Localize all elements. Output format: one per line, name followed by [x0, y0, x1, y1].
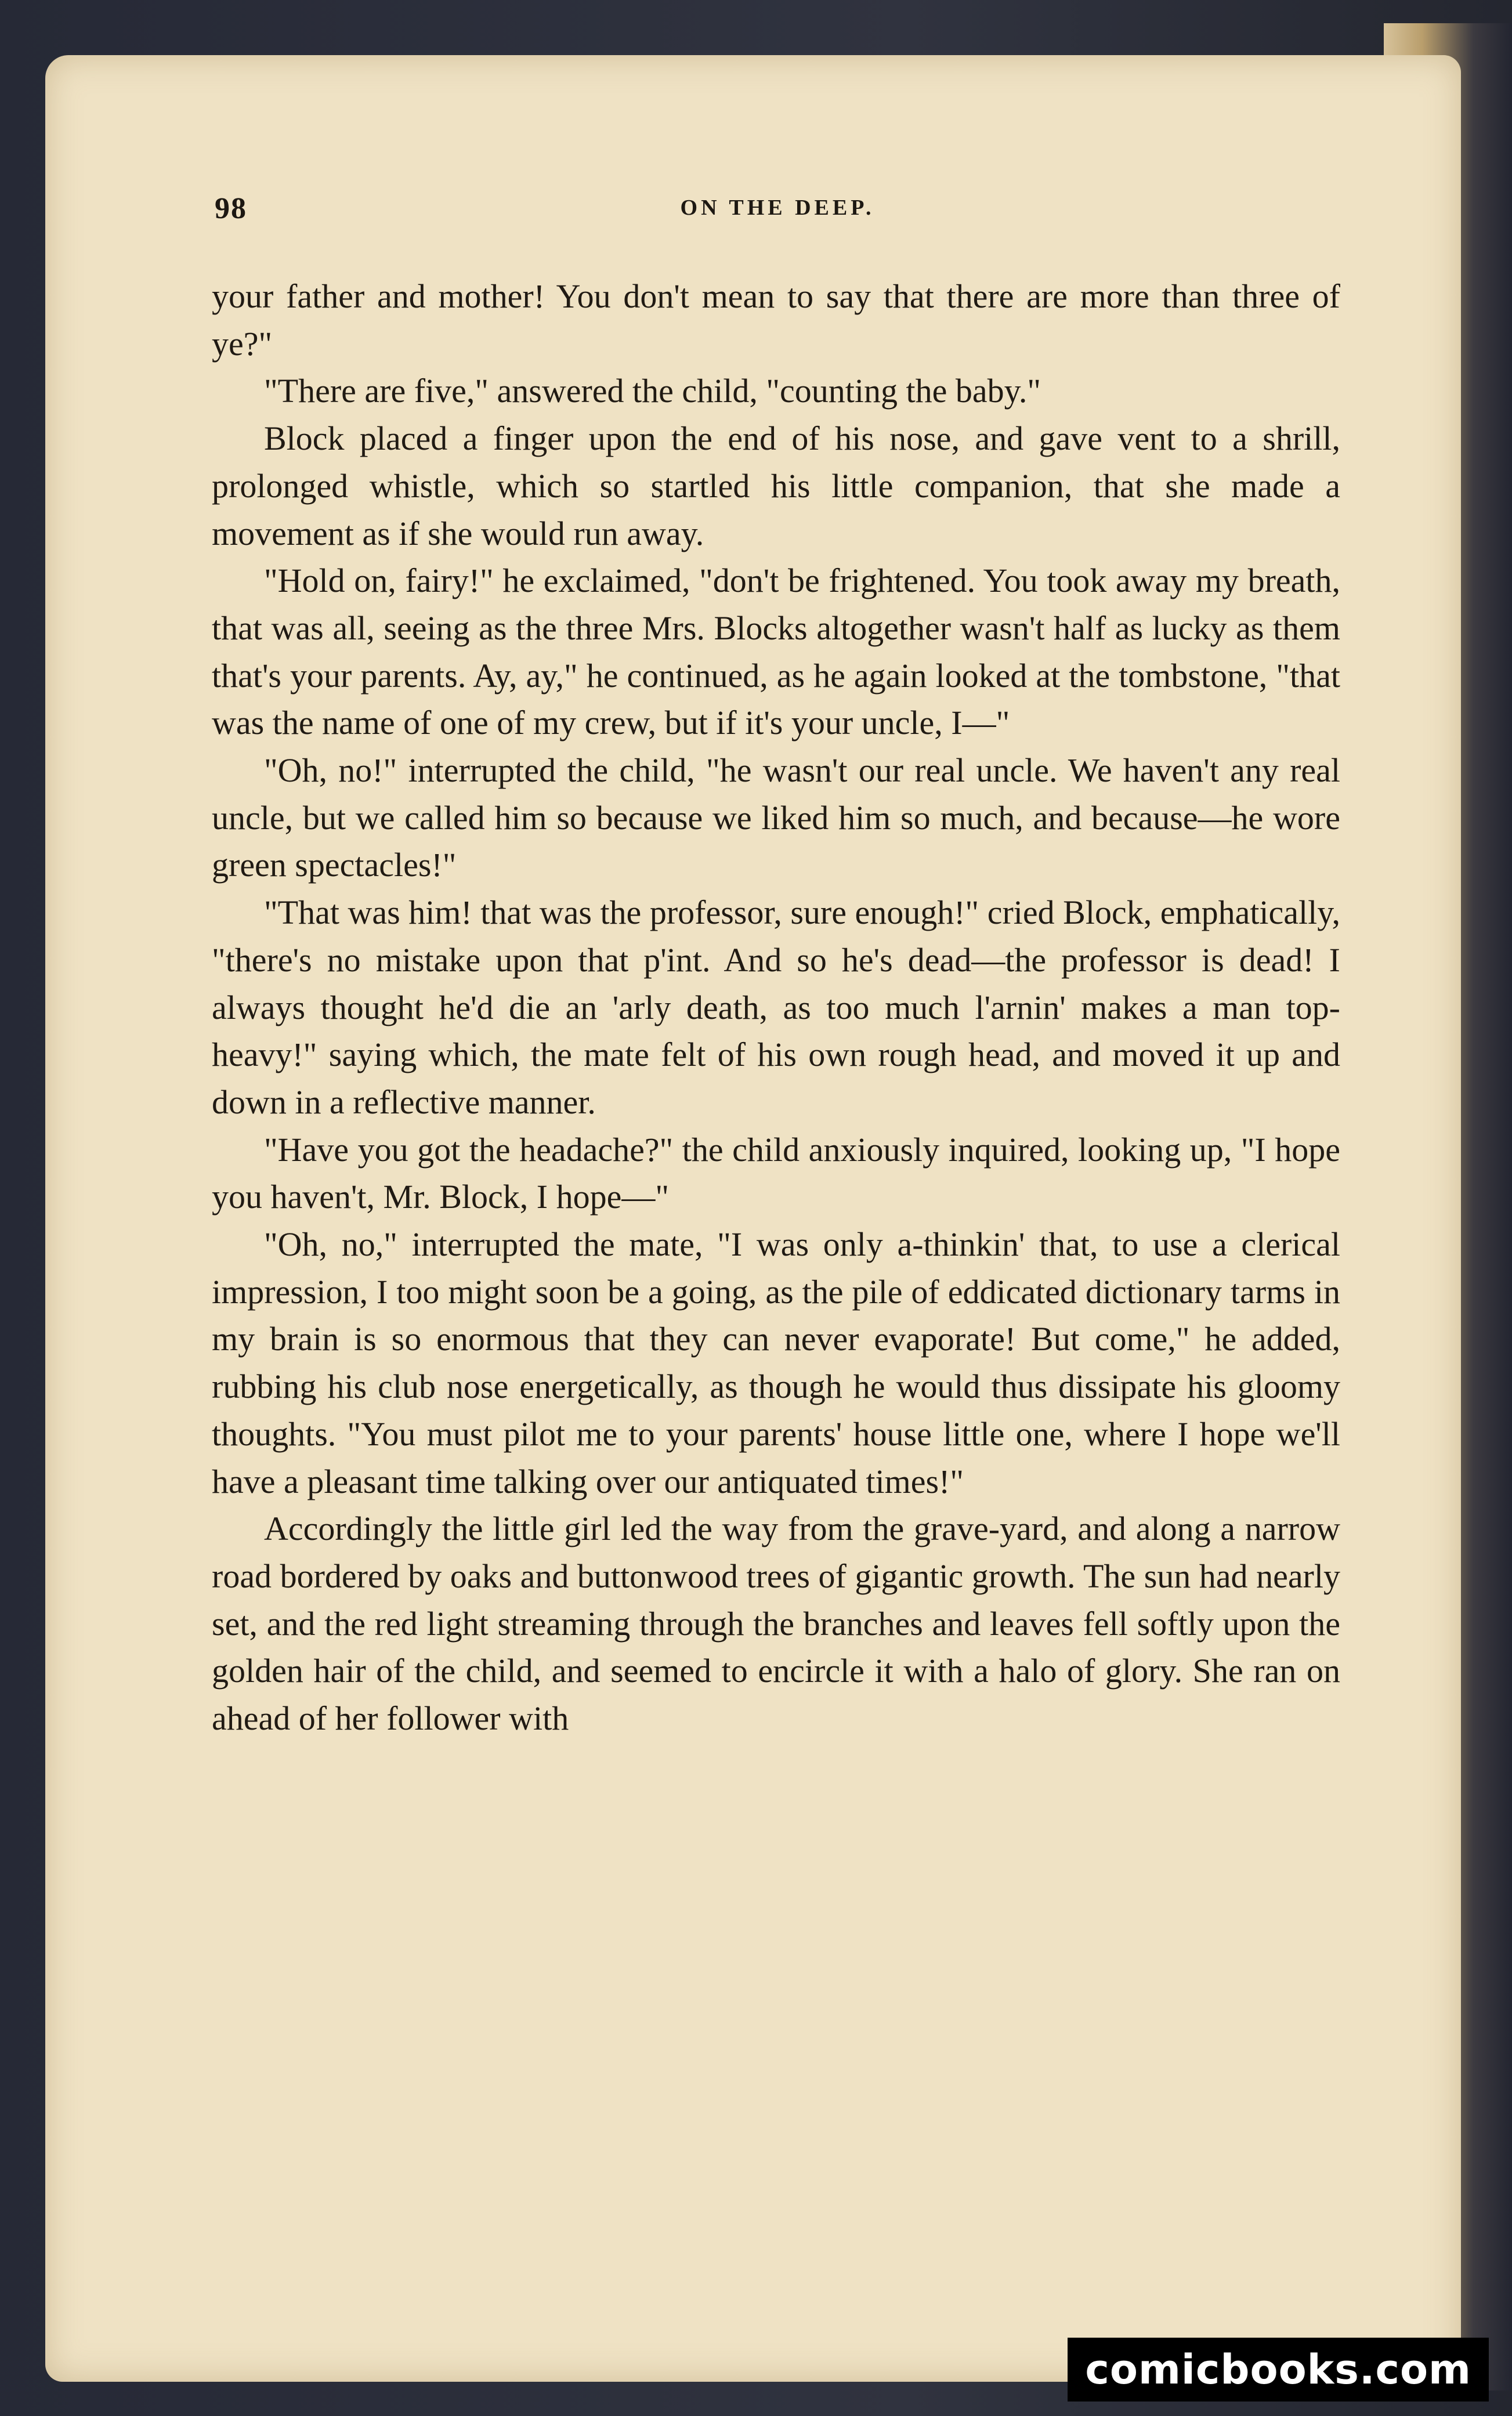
paragraph: your father and mother! You don't mean to say that there are more than three of ye?": [212, 277, 1340, 363]
running-title: ON THE DEEP.: [680, 196, 875, 220]
paragraph: "There are five," answered the child, "counting the baby.": [264, 372, 1041, 410]
paragraph: "Oh, no!" interrupted the child, "he wasn't our real uncle. We haven't any real uncle, but we called him so because we liked him so much, and because—he wore green spectacles!": [212, 751, 1340, 884]
paragraph: "That was him! that was the professor, sure enough!" cried Block, emphatically, "there's no mistake upon that p'int. And so he's dead—the professor is dead! I always thought he'd die an 'arly death, as too much l'arnin' makes a man top-heavy!" saying which, the mate felt of his own rough head, and moved it up and down in a reflective manner.: [212, 894, 1340, 1121]
page-number: 98: [215, 192, 247, 225]
body-text: [212, 273, 1340, 1742]
paragraph: "Have you got the headache?" the child anxiously inquired, looking up, "I hope you haven't, Mr. Block, I hope—": [212, 1130, 1340, 1216]
paragraph: "Hold on, fairy!" he exclaimed, "don't be frightened. You took away my breath, that was all, seeing as the three Mrs. Blocks altogether wasn't half as lucky as them that's your parents. Ay, ay," he continued, as he again looked at the tombstone, "that was the name of one of my crew, but if it's your uncle, I—": [212, 562, 1340, 742]
paragraph: "Oh, no," interrupted the mate, "I was only a-thinkin' that, to use a clerical impression, I too might soon be a going, as the pile of eddicated dictionary tarms in my brain is so enormous that they can never evaporate! But come," he added, rubbing his club nose energetically, as though he would thus dissipate his gloomy thoughts. "You must pilot me to your parents' house little one, where I hope we'll have a pleasant time talking over our antiquated times!": [212, 1225, 1340, 1500]
watermark-logo: comicbooks.com: [1068, 2338, 1489, 2401]
paragraph: Block placed a finger upon the end of his nose, and gave vent to a shrill, prolonged whistle, which so startled his little companion, that she made a movement as if she would run away.: [212, 419, 1340, 552]
running-head: [215, 191, 1340, 232]
paragraph: Accordingly the little girl led the way from the grave-yard, and along a narrow road bordered by oaks and buttonwood trees of gigantic growth. The sun had nearly set, and the red light streaming through the branches and leaves fell softly upon the golden hair of the child, and seemed to encircle it with a halo of glory. She ran on ahead of her follower with: [212, 1510, 1340, 1738]
